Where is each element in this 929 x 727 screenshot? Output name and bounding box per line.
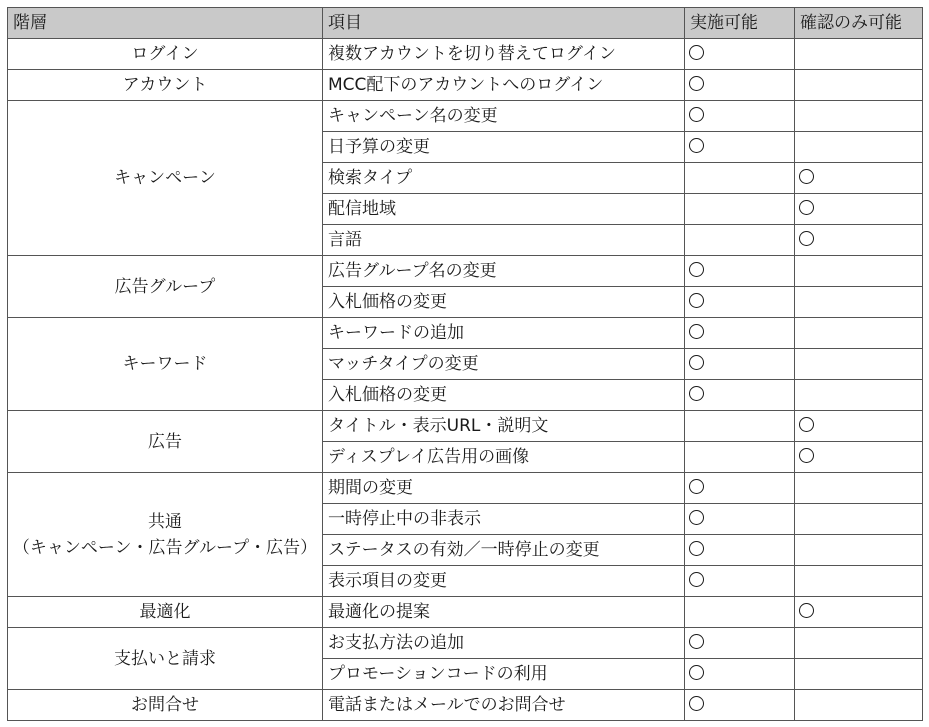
level-label: お問合せ [131, 695, 199, 715]
level-label: 広告 [148, 431, 182, 452]
item-cell: 複数アカウントを切り替えてログイン [323, 39, 685, 70]
item-cell: 一時停止中の非表示 [323, 504, 685, 535]
circle-mark-icon [799, 231, 814, 246]
executable-cell [685, 411, 795, 442]
item-cell: 電話またはメールでのお問合せ [323, 690, 685, 721]
level-label: アカウント [122, 75, 208, 95]
circle-mark-icon [799, 417, 814, 432]
table-row [8, 318, 923, 349]
executable-cell [685, 349, 795, 380]
executable-cell [685, 194, 795, 225]
level-label: 共通 [148, 511, 182, 532]
executable-cell [685, 163, 795, 194]
level-cell [8, 70, 323, 101]
executable-cell [685, 504, 795, 535]
level-label: （キャンペーン・広告グループ・広告） [12, 537, 318, 558]
circle-mark-icon [689, 107, 704, 122]
executable-cell [685, 690, 795, 721]
item-cell: 検索タイプ [323, 163, 685, 194]
item-cell: お支払方法の追加 [323, 628, 685, 659]
level-label: キャンペーン [114, 168, 216, 188]
level-label: 広告グループ [114, 276, 216, 297]
circle-mark-icon [799, 169, 814, 184]
level-label: 支払いと請求 [114, 648, 216, 669]
circle-mark-icon [689, 572, 704, 587]
circle-mark-icon [689, 293, 704, 308]
item-cell: 最適化の提案 [323, 597, 685, 628]
item-cell: 表示項目の変更 [323, 566, 685, 597]
circle-mark-icon [689, 45, 704, 60]
item-cell: タイトル・表示URL・説明文 [323, 411, 685, 442]
view-only-cell [795, 287, 923, 318]
executable-cell [685, 39, 795, 70]
view-only-cell [795, 163, 923, 194]
level-cell [8, 411, 323, 473]
item-cell: キーワードの追加 [323, 318, 685, 349]
view-only-cell [795, 39, 923, 70]
view-only-cell [795, 442, 923, 473]
view-only-cell [795, 132, 923, 163]
circle-mark-icon [689, 386, 704, 401]
circle-mark-icon [799, 200, 814, 215]
feature-availability-table [7, 7, 923, 721]
executable-cell [685, 628, 795, 659]
circle-mark-icon [689, 541, 704, 556]
table-body [8, 39, 923, 721]
executable-cell [685, 659, 795, 690]
level-label: キーワード [122, 354, 208, 374]
view-only-cell [795, 504, 923, 535]
table-row [8, 39, 923, 70]
circle-mark-icon [689, 355, 704, 370]
item-cell: 期間の変更 [323, 473, 685, 504]
level-cell [8, 628, 323, 690]
executable-cell [685, 70, 795, 101]
level-label: ログイン [131, 44, 199, 64]
executable-cell [685, 380, 795, 411]
view-only-cell [795, 473, 923, 504]
circle-mark-icon [689, 634, 704, 649]
circle-mark-icon [799, 448, 814, 463]
view-only-cell [795, 380, 923, 411]
level-cell [8, 597, 323, 628]
executable-cell [685, 535, 795, 566]
item-cell: 入札価格の変更 [323, 380, 685, 411]
executable-cell [685, 225, 795, 256]
item-cell: 入札価格の変更 [323, 287, 685, 318]
item-cell: キャンペーン名の変更 [323, 101, 685, 132]
circle-mark-icon [799, 603, 814, 618]
circle-mark-icon [689, 479, 704, 494]
table-row [8, 101, 923, 132]
header-executable: 実施可能 [685, 8, 795, 39]
view-only-cell [795, 70, 923, 101]
view-only-cell [795, 628, 923, 659]
view-only-cell [795, 597, 923, 628]
executable-cell [685, 256, 795, 287]
executable-cell [685, 101, 795, 132]
item-cell: ディスプレイ広告用の画像 [323, 442, 685, 473]
item-cell: マッチタイプの変更 [323, 349, 685, 380]
circle-mark-icon [689, 665, 704, 680]
table-row [8, 411, 923, 442]
level-cell [8, 256, 323, 318]
table-row [8, 597, 923, 628]
item-cell: 配信地域 [323, 194, 685, 225]
executable-cell [685, 473, 795, 504]
table-row [8, 473, 923, 504]
table-row [8, 70, 923, 101]
level-cell [8, 101, 323, 256]
table-row [8, 628, 923, 659]
executable-cell [685, 597, 795, 628]
view-only-cell [795, 690, 923, 721]
executable-cell [685, 442, 795, 473]
view-only-cell [795, 101, 923, 132]
view-only-cell [795, 318, 923, 349]
level-cell [8, 39, 323, 70]
view-only-cell [795, 411, 923, 442]
executable-cell [685, 287, 795, 318]
header-view-only: 確認のみ可能 [795, 8, 923, 39]
view-only-cell [795, 535, 923, 566]
item-cell: MCC配下のアカウントへのログイン [323, 70, 685, 101]
view-only-cell [795, 659, 923, 690]
view-only-cell [795, 566, 923, 597]
item-cell: 言語 [323, 225, 685, 256]
circle-mark-icon [689, 138, 704, 153]
header-row [8, 8, 923, 39]
executable-cell [685, 132, 795, 163]
circle-mark-icon [689, 510, 704, 525]
view-only-cell [795, 349, 923, 380]
header-level: 階層 [8, 8, 323, 39]
item-cell: プロモーションコードの利用 [323, 659, 685, 690]
executable-cell [685, 566, 795, 597]
item-cell: ステータスの有効／一時停止の変更 [323, 535, 685, 566]
view-only-cell [795, 256, 923, 287]
circle-mark-icon [689, 76, 704, 91]
level-label: 最適化 [139, 602, 191, 622]
level-cell [8, 473, 323, 597]
circle-mark-icon [689, 324, 704, 339]
circle-mark-icon [689, 262, 704, 277]
table-row [8, 256, 923, 287]
view-only-cell [795, 225, 923, 256]
level-cell [8, 318, 323, 411]
table-row [8, 690, 923, 721]
executable-cell [685, 318, 795, 349]
item-cell: 日予算の変更 [323, 132, 685, 163]
item-cell: 広告グループ名の変更 [323, 256, 685, 287]
circle-mark-icon [689, 696, 704, 711]
header-item: 項目 [323, 8, 685, 39]
view-only-cell [795, 194, 923, 225]
level-cell [8, 690, 323, 721]
